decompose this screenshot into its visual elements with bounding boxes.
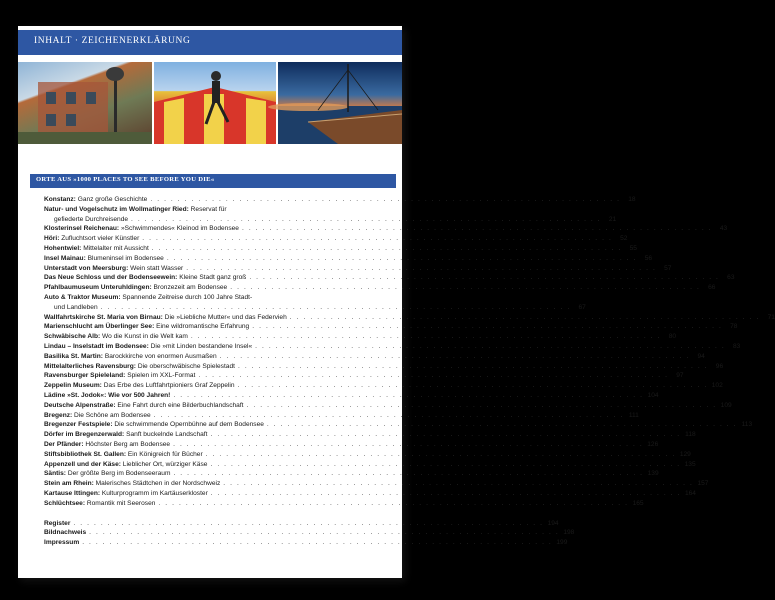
toc-entry-text: Ravensburger Spieleland: Spielen im XXL-Format xyxy=(44,372,196,380)
toc-page-number: 43 xyxy=(719,225,728,233)
photo-street-lamp-building xyxy=(18,62,152,144)
toc-entry-title: Register xyxy=(44,519,71,527)
toc-entry-text: Hohentwiel: Mittelalter mit Aussicht xyxy=(44,244,149,252)
toc-spacer xyxy=(44,509,380,519)
toc-extra-row[interactable] xyxy=(44,538,568,548)
toc-page-number: 52 xyxy=(620,235,628,243)
toc-page-number: 57 xyxy=(664,264,672,272)
toc-entry-text: Schwäbische Alb: Wo die Kunst in die Welt kam xyxy=(44,333,188,341)
toc-page-number: 78 xyxy=(730,323,738,331)
dot-leader: . . . . . . . . . . . . . . . . . . . . . . . . . . . . . . . . . . . . . . . . . . . . . . . . . . . . . . . . . . . . . . . . . . . . . xyxy=(266,421,738,429)
dot-leader: . . . . . . . . . . . . . . . . . . . . . . . . . . . . . . . . . . . . . . . . . . . . . . . . . . . . . . . . . . . . . . . . . . . . . xyxy=(210,431,681,439)
toc-entry-title: Appenzell und der Käse: xyxy=(44,460,121,468)
toc-entry-text xyxy=(44,519,70,529)
toc-entry-text: Dörfer im Bregenzerwald: Sanft buckelnde Landschaft xyxy=(44,431,208,439)
toc-page-number: 198 xyxy=(563,529,575,537)
toc-entry-title: Bregenzer Festspiele: xyxy=(44,421,113,429)
toc-page-number: 164 xyxy=(684,489,696,497)
toc-entry-text: Basilika St. Martin: Barockkirche von enormen Ausmaßen xyxy=(44,352,217,360)
toc-row[interactable] xyxy=(44,215,617,225)
dot-leader: . . . . . . . . . . . . . . . . . . . . . . . . . . . . . . . . . . . . . . . . . . . . . . . . . . . . . . . . . . . . . . . . . . . . . xyxy=(186,264,657,272)
toc-entry-title: Konstanz: xyxy=(44,196,76,203)
toc-row[interactable] xyxy=(44,371,684,381)
toc-entry-title: Impressum xyxy=(44,539,80,547)
dot-leader: . . . . . . . . . . . . . . . . . . . . . . . . . . . . . . . . . . . . . . . . . . . . . . . . . . . . . . . . . . . . . . . . . . . . . xyxy=(150,196,621,203)
toc-row[interactable] xyxy=(44,430,696,440)
toc-entry-text: Höri: Zufluchtsort vieler Künstler xyxy=(44,235,140,243)
toc-entry-title: Deutsche Alpenstraße: xyxy=(44,401,116,409)
dot-leader: . . . . . . . . . . . . . . . . . . . . . . . . . . . . . . . . . . . . . . . . . . . . . . . . . . . . . . . . . . . . . . . . . . . . . xyxy=(230,284,701,292)
toc-row[interactable] xyxy=(44,234,628,244)
toc-entry-title: Der Pfänder: xyxy=(44,440,84,448)
dot-leader: . . . . . . . . . . . . . . . . . . . . . . . . . . . . . . . . . . . . . . . . . . . . . . . . . . . . . . . . . . . . . . . . . . . . . xyxy=(73,519,544,527)
book-page xyxy=(18,26,775,578)
toc-entry-text: Appenzell und der Käse: Lieblicher Ort, würziger Käse xyxy=(44,460,208,468)
toc-entry-title: Mittelalterliches Ravensburg: xyxy=(44,362,136,370)
toc-row[interactable] xyxy=(44,450,691,460)
dot-leader: . . . . . . . . . . . . . . . . . . . . . . . . . . . . . . . . . . . . . . . . . . . . . . . . . . . . . . . . . . . . . . . . . . . . . xyxy=(131,215,602,223)
toc-row[interactable] xyxy=(44,411,639,421)
toc-row[interactable] xyxy=(44,362,724,372)
toc-page-number: 63 xyxy=(727,274,735,282)
dot-leader: . . . . . . . . . . . . . . . . . . . . . . . . . . . . . . . . . . . . . . . . . . . . . . . . . . . . . . . . . . . . . . . . . . . . . xyxy=(153,411,624,419)
dot-leader: . . . . . . . . . . . . . . . . . . . . . . . . . . . . . . . . . . . . . . . . . . . . . . . . . . . . . . . . . . . . . . . . . . . . . xyxy=(237,382,708,390)
toc-entry-title: Auto & Traktor Museum: xyxy=(44,293,121,301)
photo-sailing-ship-lake xyxy=(278,62,402,144)
toc-entry-title: Klosterinsel Reichenau: xyxy=(44,225,120,233)
toc-page-number: 94 xyxy=(697,352,705,360)
toc-entry-title: Stein am Rhein: xyxy=(44,480,94,488)
toc-entry-title: Marienschlucht am Überlinger See: xyxy=(44,323,155,331)
dot-leader: . . . . . . . . . . . . . . . . . . . . . . . . . . . . . . . . . . . . . . . . . . . . . . . . . . . . . . . . . . . . . . . . . . . . . xyxy=(190,333,662,341)
toc-page-number: 55 xyxy=(629,244,637,252)
toc-row[interactable] xyxy=(44,391,659,401)
toc-entry-text: Wallfahrtskirche St. Maria von Birnau: Die »Liebliche Mutter« und das Federvieh xyxy=(44,313,287,321)
toc-page-number: 71 xyxy=(767,313,775,321)
dot-leader: . . . . . . . . . . . . . . . . . . . . . . . . . . . . . . . . . . . . . . . . . . . . . . . . . . . . . . . . . . . . . . . . . . . . . xyxy=(166,254,638,262)
toc-entry-text: und Landleben xyxy=(54,303,98,311)
toc-entry-title: Stiftsbibliothek St. Gallen: xyxy=(44,450,127,458)
toc-entry-text: Stiftsbibliothek St. Gallen: Ein Königreich für Bücher xyxy=(44,450,203,458)
toc-page-number: 113 xyxy=(741,421,753,429)
toc-entry-title: Dörfer im Bregenzerwald: xyxy=(44,431,125,439)
toc-row[interactable] xyxy=(44,264,672,274)
table-of-contents xyxy=(44,195,775,548)
toc-page-number: 97 xyxy=(676,372,684,380)
toc-entry-text: Säntis: Der größte Berg im Bodenseeraum xyxy=(44,470,171,478)
toc-entry-title: Wallfahrtskirche St. Maria von Birnau: xyxy=(44,313,163,321)
dot-leader: . . . . . . . . . . . . . . . . . . . . . . . . . . . . . . . . . . . . . . . . . . . . . . . . . . . . . . . . . . . . . . . . . . . . . xyxy=(241,225,713,233)
toc-entry-text: Zeppelin Museum: Das Erbe des Luftfahrtpioniers Graf Zeppelin xyxy=(44,382,235,390)
page-title: INHALT · ZEICHENERKLÄRUNG xyxy=(34,36,191,46)
toc-entry-title: Schlüchtsee: xyxy=(44,499,86,507)
toc-entry-title: Schwäbische Alb: xyxy=(44,333,101,341)
toc-row[interactable] xyxy=(44,313,775,323)
dot-leader: . . . . . . . . . . . . . . . . . . . . . . . . . . . . . . . . . . . . . . . . . . . . . . . . . . . . . . . . . . . . . . . . . . . . . xyxy=(89,529,560,537)
toc-row[interactable] xyxy=(44,352,705,362)
toc-entry-title: Pfahlbaumuseum Unteruhldingen: xyxy=(44,284,152,292)
dot-leader: . . . . . . . . . . . . . . . . . . . . . . . . . . . . . . . . . . . . . . . . . . . . . . . . . . . . . . . . . . . . . . . . . . . . . xyxy=(173,470,644,478)
dot-leader: . . . . . . . . . . . . . . . . . . . . . . . . . . . . . . . . . . . . . . . . . . . . . . . . . . . . . . . . . . . . . . . . . . . . . xyxy=(246,401,717,409)
toc-entry-text: Konstanz: Ganz große Geschichte xyxy=(44,196,148,203)
toc-row[interactable] xyxy=(44,381,723,391)
toc-row[interactable] xyxy=(44,469,659,479)
toc-page-number: 56 xyxy=(644,254,653,262)
toc-entry-title: Bildnachweis xyxy=(44,529,87,537)
toc-entry-title: Insel Mainau: xyxy=(44,254,86,262)
toc-extra-row[interactable] xyxy=(44,528,575,538)
toc-entry-text: Bregenz: Die Schöne am Bodensee xyxy=(44,411,151,419)
toc-row[interactable] xyxy=(44,273,735,283)
toc-page-number: 83 xyxy=(733,342,741,350)
section-title: ORTE AUS »1000 PLACES TO SEE BEFORE YOU DIE« xyxy=(36,176,215,183)
toc-row[interactable] xyxy=(44,205,380,215)
section-heading-bar xyxy=(30,174,396,188)
dot-leader: . . . . . . . . . . . . . . . . . . . . . . . . . . . . . . . . . . . . . . . . . . . . . . . . . . . . . . . . . . . . . . . . . . . . . xyxy=(142,235,613,243)
dot-leader: . . . . . . . . . . . . . . . . . . . . . . . . . . . . . . . . . . . . . . . . . . . . . . . . . . . . . . . . . . . . . . . . . . . . . xyxy=(223,480,694,488)
toc-entry-title: Ravensburger Spieleland: xyxy=(44,372,126,380)
toc-entry-text: Lindau – Inselstadt im Bodensee: Die »mit Linden bestandene Insel« xyxy=(44,342,253,350)
toc-entry-text: Schlüchtsee: Romantik mit Seerosen xyxy=(44,499,156,507)
dot-leader: . . . . . . . . . . . . . . . . . . . . . . . . . . . . . . . . . . . . . . . . . . . . . . . . . . . . . . . . . . . . . . . . . . . . . xyxy=(210,460,681,468)
toc-page-number: 135 xyxy=(684,460,696,468)
toc-row[interactable] xyxy=(44,479,709,489)
dot-leader: . . . . . . . . . . . . . . . . . . . . . . . . . . . . . . . . . . . . . . . . . . . . . . . . . . . . . . . . . . . . . . . . . . . . . xyxy=(289,313,760,321)
toc-page-number: 80 xyxy=(668,333,677,341)
toc-entry-text: Bregenzer Festspiele: Die schwimmende Opernbühne auf dem Bodensee xyxy=(44,421,264,429)
toc-page-number: 109 xyxy=(720,401,732,409)
toc-entry-text: Pfahlbaumuseum Unteruhldingen: Bronzezeit am Bodensee xyxy=(44,284,228,292)
toc-entry-text: Stein am Rhein: Malerisches Städtchen in der Nordschweiz xyxy=(44,480,221,488)
toc-entry-title: Bregenz: xyxy=(44,411,73,419)
toc-page-number: 194 xyxy=(547,519,559,527)
dot-leader: . . . . . . . . . . . . . . . . . . . . . . . . . . . . . . . . . . . . . . . . . . . . . . . . . . . . . . . . . . . . . . . . . . . . . xyxy=(173,440,644,448)
dot-leader: . . . . . . . . . . . . . . . . . . . . . . . . . . . . . . . . . . . . . . . . . . . . . . . . . . . . . . . . . . . . . . . . . . . . . xyxy=(100,303,571,311)
toc-entry-title: Säntis: xyxy=(44,470,66,478)
dot-leader: . . . . . . . . . . . . . . . . . . . . . . . . . . . . . . . . . . . . . . . . . . . . . . . . . . . . . . . . . . . . . . . . . . . . . xyxy=(198,372,669,380)
toc-entry-text: Der Pfänder: Höchster Berg am Bodensee xyxy=(44,440,171,448)
dot-leader: . . . . . . . . . . . . . . . . . . . . . . . . . . . . . . . . . . . . . . . . . . . . . . . . . . . . . . . . . . . . . . . . . . . . . xyxy=(255,342,726,350)
toc-row[interactable] xyxy=(44,303,586,313)
dot-leader: . . . . . . . . . . . . . . . . . . . . . . . . . . . . . . . . . . . . . . . . . . . . . . . . . . . . . . . . . . . . . . . . . . . . . xyxy=(219,352,690,360)
toc-entry-title: Lädine »St. Jodok«: Wie vor 500 Jahren! xyxy=(44,391,171,399)
toc-row[interactable] xyxy=(44,499,644,509)
toc-row[interactable] xyxy=(44,254,653,264)
toc-page-number: 96 xyxy=(715,362,724,370)
toc-page-number: 102 xyxy=(711,382,723,390)
toc-row[interactable] xyxy=(44,332,677,342)
toc-entry-title: Höri: xyxy=(44,235,60,243)
dot-leader: . . . . . . . . . . . . . . . . . . . . . . . . . . . . . . . . . . . . . . . . . . . . . . . . . . . . . . . . . . . . . . . . . . . . . xyxy=(237,362,709,370)
toc-page-number: 67 xyxy=(578,303,586,311)
dot-leader: . . . . . . . . . . . . . . . . . . . . . . . . . . . . . . . . . . . . . . . . . . . . . . . . . . . . . . . . . . . . . . . . . . . . . xyxy=(173,391,644,399)
toc-entry-text xyxy=(44,538,79,548)
toc-entry-text: Auto & Traktor Museum: Spannende Zeitreise durch 100 Jahre Stadt- xyxy=(44,293,253,301)
toc-entry-text: Marienschlucht am Überlinger See: Eine wildromantische Erfahrung xyxy=(44,323,250,331)
dot-leader: . . . . . . . . . . . . . . . . . . . . . . . . . . . . . . . . . . . . . . . . . . . . . . . . . . . . . . . . . . . . . . . . . . . . . xyxy=(205,450,676,458)
toc-entry-title: Lindau – Inselstadt im Bodensee: xyxy=(44,342,149,350)
toc-extra-row[interactable] xyxy=(44,519,559,529)
toc-entry-title: Zeppelin Museum: xyxy=(44,382,102,390)
toc-entry-text xyxy=(44,391,170,401)
toc-row[interactable] xyxy=(44,224,728,234)
toc-page-number: 118 xyxy=(685,431,696,439)
toc-entry-text: Das Neue Schloss und der Bodenseewein: Kleine Stadt ganz groß xyxy=(44,274,247,282)
dot-leader: . . . . . . . . . . . . . . . . . . . . . . . . . . . . . . . . . . . . . . . . . . . . . . . . . . . . . . . . . . . . . . . . . . . . . xyxy=(151,244,622,252)
dot-leader: . . . . . . . . . . . . . . . . . . . . . . . . . . . . . . . . . . . . . . . . . . . . . . . . . . . . . . . . . . . . . . . . . . . . . xyxy=(82,539,553,547)
dot-leader: . . . . . . . . . . . . . . . . . . . . . . . . . . . . . . . . . . . . . . . . . . . . . . . . . . . . . . . . . . . . . . . . . . . . . xyxy=(252,323,723,331)
toc-row[interactable] xyxy=(44,342,741,352)
toc-row[interactable] xyxy=(44,489,696,499)
toc-entry-text: gefiederte Durchreisende xyxy=(54,215,129,223)
toc-entry-title: Natur- und Vogelschutz im Wollmatinger Ried: xyxy=(44,205,189,213)
toc-entry-text: Natur- und Vogelschutz im Wollmatinger Ried: Reservat für xyxy=(44,205,227,213)
toc-entry-title: Hohentwiel: xyxy=(44,244,82,252)
toc-page-number: 126 xyxy=(647,440,659,448)
toc-entry-title: Basilika St. Martin: xyxy=(44,352,103,360)
header-bar xyxy=(18,30,402,55)
toc-row[interactable] xyxy=(44,195,636,205)
toc-row[interactable] xyxy=(44,322,738,332)
toc-entry-title: Das Neue Schloss und der Bodenseewein: xyxy=(44,274,178,282)
toc-entry-text: Deutsche Alpenstraße: Eine Fahrt durch eine Bilderbuchlandschaft xyxy=(44,401,244,409)
toc-entry-text xyxy=(44,528,86,538)
toc-page-number: 157 xyxy=(697,480,709,488)
toc-row[interactable] xyxy=(44,401,732,411)
toc-page-number: 104 xyxy=(647,391,659,399)
toc-row[interactable] xyxy=(44,440,659,450)
toc-entry-title: Kartause Ittingen: xyxy=(44,489,101,497)
toc-page-number: 21 xyxy=(608,215,617,223)
toc-page-number: 111 xyxy=(628,411,639,419)
photo-circus-tent-performer xyxy=(154,62,276,144)
toc-row[interactable] xyxy=(44,420,753,430)
toc-entry-text: Mittelalterliches Ravensburg: Die oberschwäbische Spielestadt xyxy=(44,362,235,370)
dot-leader: . . . . . . . . . . . . . . . . . . . . . . . . . . . . . . . . . . . . . . . . . . . . . . . . . . . . . . . . . . . . . . . . . . . . . xyxy=(210,489,681,497)
toc-page-number: 129 xyxy=(679,450,691,458)
toc-row[interactable] xyxy=(44,244,637,254)
toc-entry-text: Insel Mainau: Blumeninsel im Bodensee xyxy=(44,254,164,262)
toc-entry-text: Klosterinsel Reichenau: »Schwimmendes« Kleinod im Bodensee xyxy=(44,225,239,233)
toc-page-number: 165 xyxy=(632,499,644,507)
toc-row[interactable] xyxy=(44,293,380,303)
toc-entry-text: Kartause Ittingen: Kulturprogramm im Kartäuserkloster xyxy=(44,489,208,497)
dot-leader: . . . . . . . . . . . . . . . . . . . . . . . . . . . . . . . . . . . . . . . . . . . . . . . . . . . . . . . . . . . . . . . . . . . . . xyxy=(158,499,629,507)
toc-row[interactable] xyxy=(44,283,716,293)
toc-page-number: 18 xyxy=(628,196,636,203)
toc-page-number: 66 xyxy=(708,284,716,292)
toc-page-number: 199 xyxy=(556,539,568,547)
toc-row[interactable] xyxy=(44,460,696,470)
toc-entry-text: Unterstadt von Meersburg: Wein statt Wasser xyxy=(44,264,184,272)
toc-page-number: 139 xyxy=(647,470,659,478)
toc-entry-title: Unterstadt von Meersburg: xyxy=(44,264,129,272)
dot-leader: . . . . . . . . . . . . . . . . . . . . . . . . . . . . . . . . . . . . . . . . . . . . . . . . . . . . . . . . . . . . . . . . . . . . . xyxy=(249,274,720,282)
